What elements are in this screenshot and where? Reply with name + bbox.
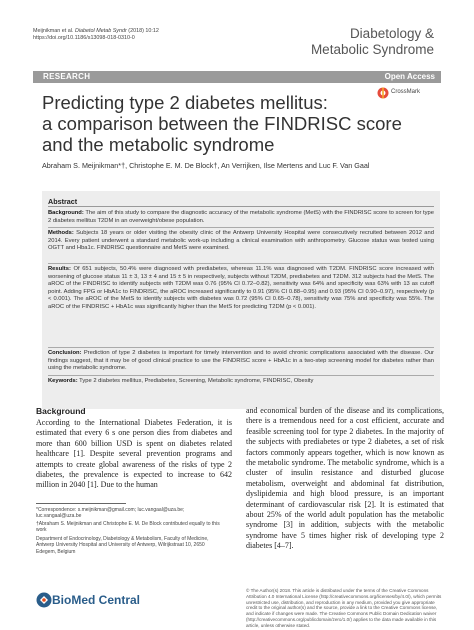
author-list: Abraham S. Meijnikman*†, Christophe E. M. De Block†, An Verrijken, Ilse Mertens and Luc F. Van Gaal [42,161,370,170]
footnote-correspondence: *Correspondence: s.meijnikman@gmail.com; luc.vangaal@uza.be; luc.vangaal@uza.be [36,507,185,520]
article-type-label: RESEARCH [43,72,91,81]
conclusion-text: Prediction of type 2 diabetes is important for timely intervention and to avoid chronic complications associated with the disease. Our findings suggest, that it may be of good clinical practice to use the FINDRISC score + HbA1c in a two-step screening model for diabetes rather than using the metabolic syndrome. [48,350,434,372]
license-text: © The Author(s) 2018. This article is distributed under the terms of the Creative Commons Attribution 4.0 International License (http://creativecommons.org/licenses/by/4.0/), which permits unrestricted use, distribution, and reproduction in any medium, provided you give appropriate credit to the original author(s) and the source, provide a link to the Creative Commons license, and indicate if changes were made. The Creative Commons Public Domain Dedication waiver (http://creativecommons.org/publicdomain/zero/1.0/) applies to the data made available in this article, unless otherwise stated. [246,588,442,628]
background-text: The aim of this study to compare the diagnostic accuracy of the metabolic syndrome (MetS) with the FINDRISC score to screen for type 2 diabetes mellitus T2DM in an overweight/obese population. [48,210,434,224]
abstract-divider [48,227,434,228]
abstract-divider [48,347,434,348]
journal-name-line2: Metabolic Syndrome [310,42,434,57]
footnote-equal-contribution: †Abraham S. Meijnikman and Christophe E. M. De Block contributed equally to this work [36,521,220,534]
abstract-keywords [48,378,434,386]
article-title [42,92,402,155]
publisher-name: BioMed Central [52,593,141,607]
methods-text: Subjects 18 years or older visiting the obesity clinic of the Antwerp University Hospital were consecutively recruited between 2012 and 2014. Every patient underwent a standard metabolic work-up including a clinical examination with anthropometry. Glucose status was tested using OGTT and Hba1c. FINDRISC questionnaire and MetS were examined. [48,230,434,252]
conclusion-label: Conclusion: [48,350,82,356]
keywords-label: Keywords: [48,378,78,384]
footnote-affiliation: Department of Endocrinology, Diabetology & Metabolism, Faculty of Medicine, Antwerp University Hospital and University of Antwerp, Wilrijkstraat 10, 2650 Edegem, Belgium [36,536,209,555]
abstract-divider [48,206,434,207]
footnote-rule [36,503,126,504]
abstract-background [48,210,434,225]
title-line-1: Predicting type 2 diabetes mellitus: [42,92,328,113]
crossmark-label: CrossMark [391,89,421,95]
section-heading-background: Background [36,406,86,416]
abstract-conclusion [48,350,434,373]
title-line-2: a comparison between the FINDRISC score [42,113,402,134]
abstract-heading: Abstract [48,197,78,206]
abstract-divider [48,263,434,264]
citation-journal: Diabetol Metab Syndr [74,28,127,34]
results-label: Results: [48,266,71,272]
journal-name-line1: Diabetology & [349,26,434,41]
keywords-text: Type 2 diabetes mellitus, Prediabetes, Screening, Metabolic syndrome, FINDRISC, Obesity [79,378,314,384]
background-label: Background: [48,210,84,216]
results-text: Of 651 subjects, 50.4% were diagnosed with prediabetes, whereas 11.1% was diagnosed with T2DM. FINDRISC score increased with worsening of glucose status 11 ± 3, 13 ± 4 and 15 ± 5 in respectively, subjects without T2DM, prediabetes and T2DM. 312 subjects had the MetS. The aROC of the FINDRISC to identify subjects with T2DM was 0.76 (95% CI 0.72–0.82), sensitivity was 64% and specificity was 63% with 13 as cutoff point. Adding FPG or HbA1c to FINDRISC, the aROC increased significantly to 0.91 (95% CI 0.88–0.95) and 0.93 (95% CI 0.90–0.97), respectively (p < 0.001). The aROC of the MetS to identify subjects with diabetes was 0.72 (95% CI 0.65–0.78), sensitivity was 75% and specificity was 55%. The aROC of the FINDRISC + HbA1c was significantly higher than the MetS for predicting T2DM (p < 0.001). [48,266,434,310]
article-type-banner [33,71,441,83]
citation-year-vol: (2018) 10:12 [128,28,159,34]
abstract-results [48,266,434,312]
body-right-column: and economical burden of the disease and its complications, there is a tremendous need for a cost efficient, accurate and feasible screening tool for type 2 diabetes. In the majority of the subjects with prediabetes or type 2 diabetes, a set of risk factors commonly appears together, which is now known as the metabolic syndrome. The metabolic syndrome, which is a cluster of insulin resistance and disturbed glucose metabolism, overweight and abdominal fat distribution, dyslipidemia and high blood pressure, is an important determinant of cardiovascular risk [2]. It is estimated that about 25% of the world adult population has the metabolic syndrome [3] in addition, subjects with the metabolic syndrome have 5 times higher risk of developing type 2 diabetes [4–7]. [246,406,444,551]
abstract-methods [48,230,434,253]
title-line-3: and the metabolic syndrome [42,134,275,155]
biomed-central-logo-icon [36,592,52,608]
journal-name [311,26,434,58]
abstract-divider [48,375,434,376]
doi-link[interactable]: https://doi.org/10.1186/s13098-018-0310-0 [33,35,135,41]
citation-authors: Meijnikman et al. [33,28,74,34]
citation-line [33,28,159,42]
open-access-label: Open Access [384,72,435,81]
methods-label: Methods: [48,230,74,236]
body-left-column: According to the International Diabetes Federation, it is estimated that every 6 s one person dies from diabetes and more than 600 billion USD is spent on diabetes related healthcare [1]. Despite several prevention programs and attempts to create global awareness of the risks of type 2 diabetes, the prevalence is expected to increase to 642 million in 2040 [1]. Due to the human [36,418,232,490]
